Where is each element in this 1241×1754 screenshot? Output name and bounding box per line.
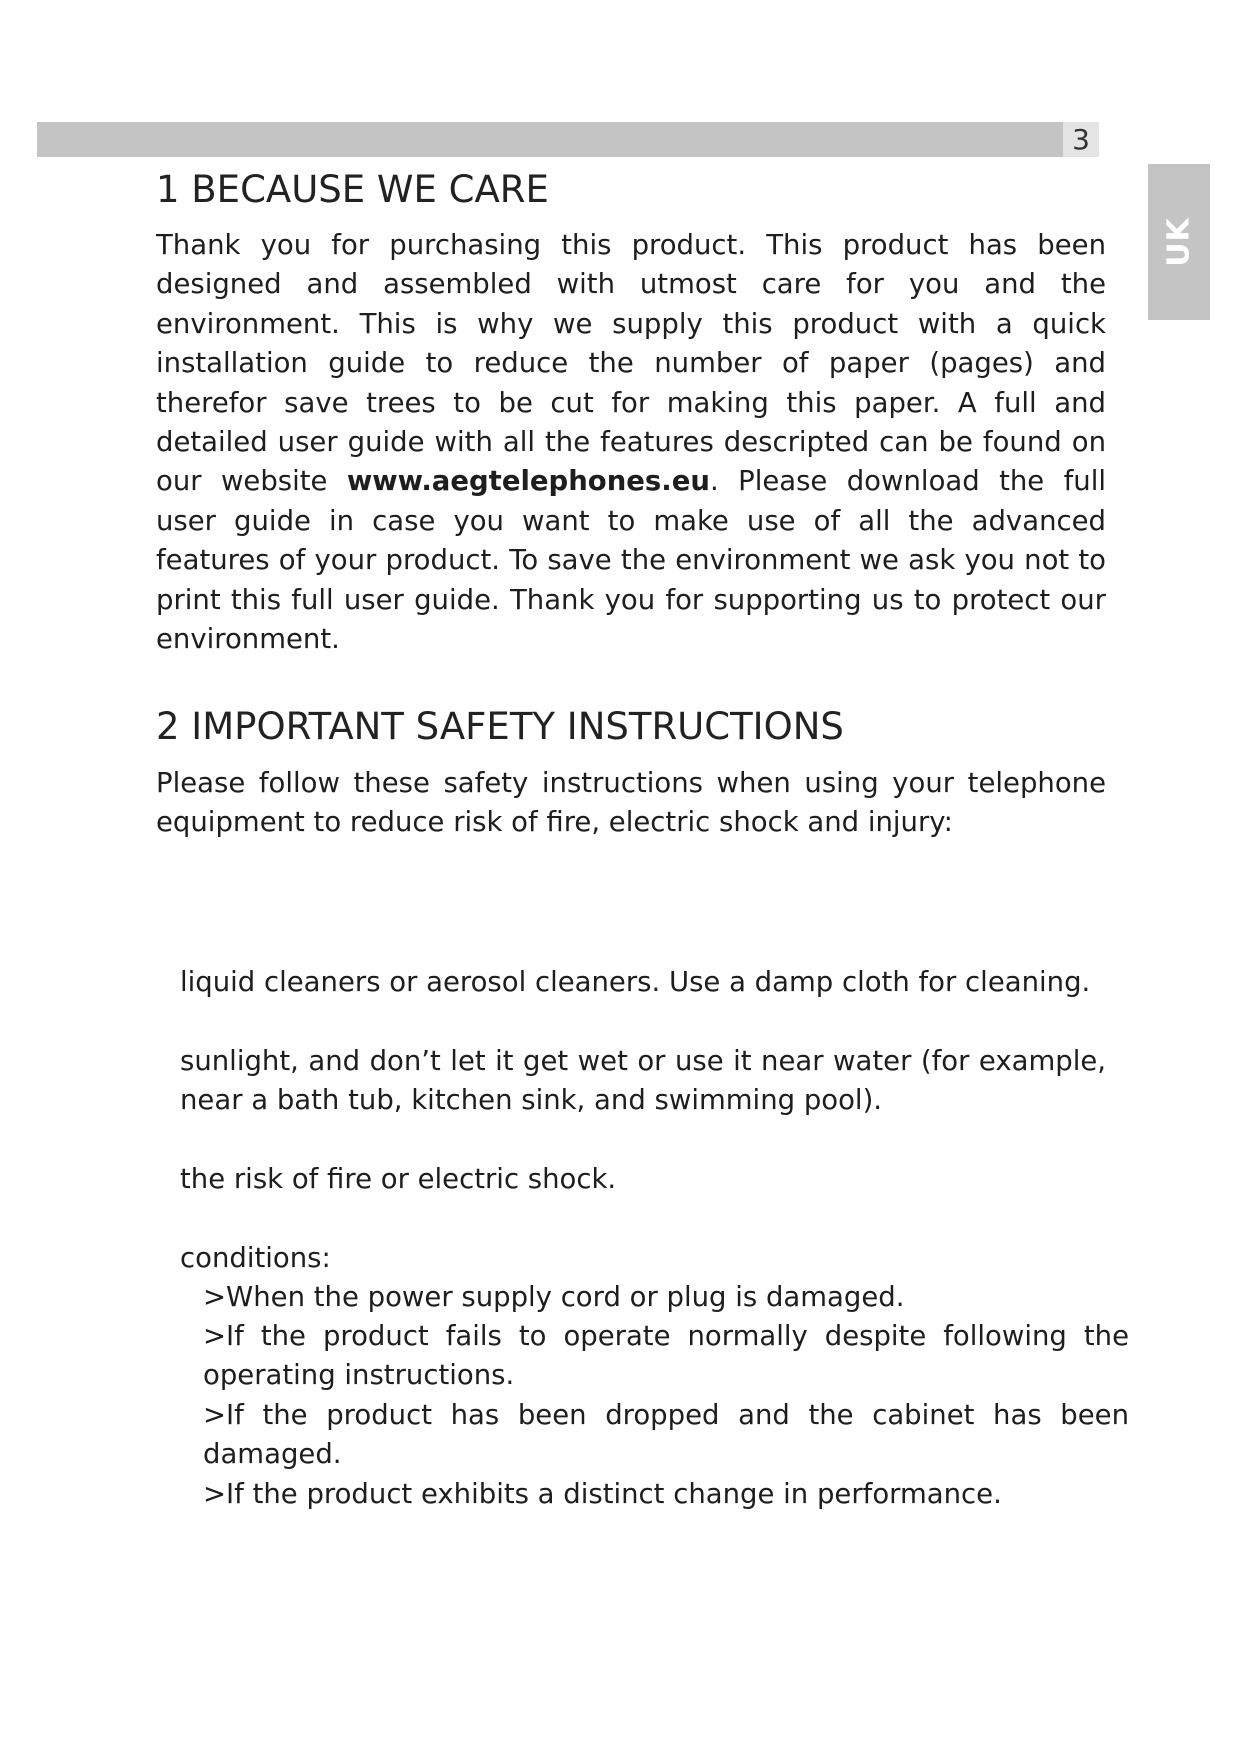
condition-item: >If the product exhibits a distinct change in performance. (203, 1478, 1002, 1510)
section-1-body-text: Thank you for purchasing this product. This product has been designed and assembled with utmost care for you and the environment. This is why we supply this product with a quick installation guide to reduce the number of paper (pages) and therefor save trees to be cut for making this paper. A full and detailed user guide with all the features descripted can be found on our website (156, 229, 1106, 498)
section-2-heading: 2 IMPORTANT SAFETY INSTRUCTIONS (156, 705, 844, 748)
instruction-item: sunlight, and don’t let it get wet or use it near water (for example, near a bath tub, kitchen sink, and swimming pool). (180, 1045, 1106, 1117)
instruction-item: the risk of fire or electric shock. (180, 1163, 617, 1195)
condition-item: >When the power supply cord or plug is damaged. (203, 1281, 905, 1313)
condition-item: >If the product fails to operate normally despite following the operating instructions. (203, 1320, 1129, 1392)
section-1-heading: 1 BECAUSE WE CARE (156, 168, 549, 211)
section-1-body (156, 226, 1106, 659)
section-1-body-text-end: . Please download the full user guide in case you want to make use of all the advanced features of your product. To save the environment we ask you not to print this full user guide. Thank you for supporting us to protect our environment. (156, 465, 1106, 656)
safety-intro: Please follow these safety instructions when using your telephone equipment to reduce risk of fire, electric shock and injury: (156, 767, 1106, 839)
language-tab-label: UK (1161, 217, 1197, 267)
header-bar (37, 122, 1063, 157)
page-number: 3 (1063, 122, 1099, 157)
instruction-item: liquid cleaners or aerosol cleaners. Use a damp cloth for cleaning. (180, 966, 1091, 998)
condition-item: >If the product has been dropped and the cabinet has been damaged. (203, 1399, 1129, 1471)
website-link[interactable]: www.aegtelephones.eu (346, 465, 710, 498)
language-tab (1148, 164, 1210, 320)
instruction-item: conditions: (180, 1242, 331, 1274)
